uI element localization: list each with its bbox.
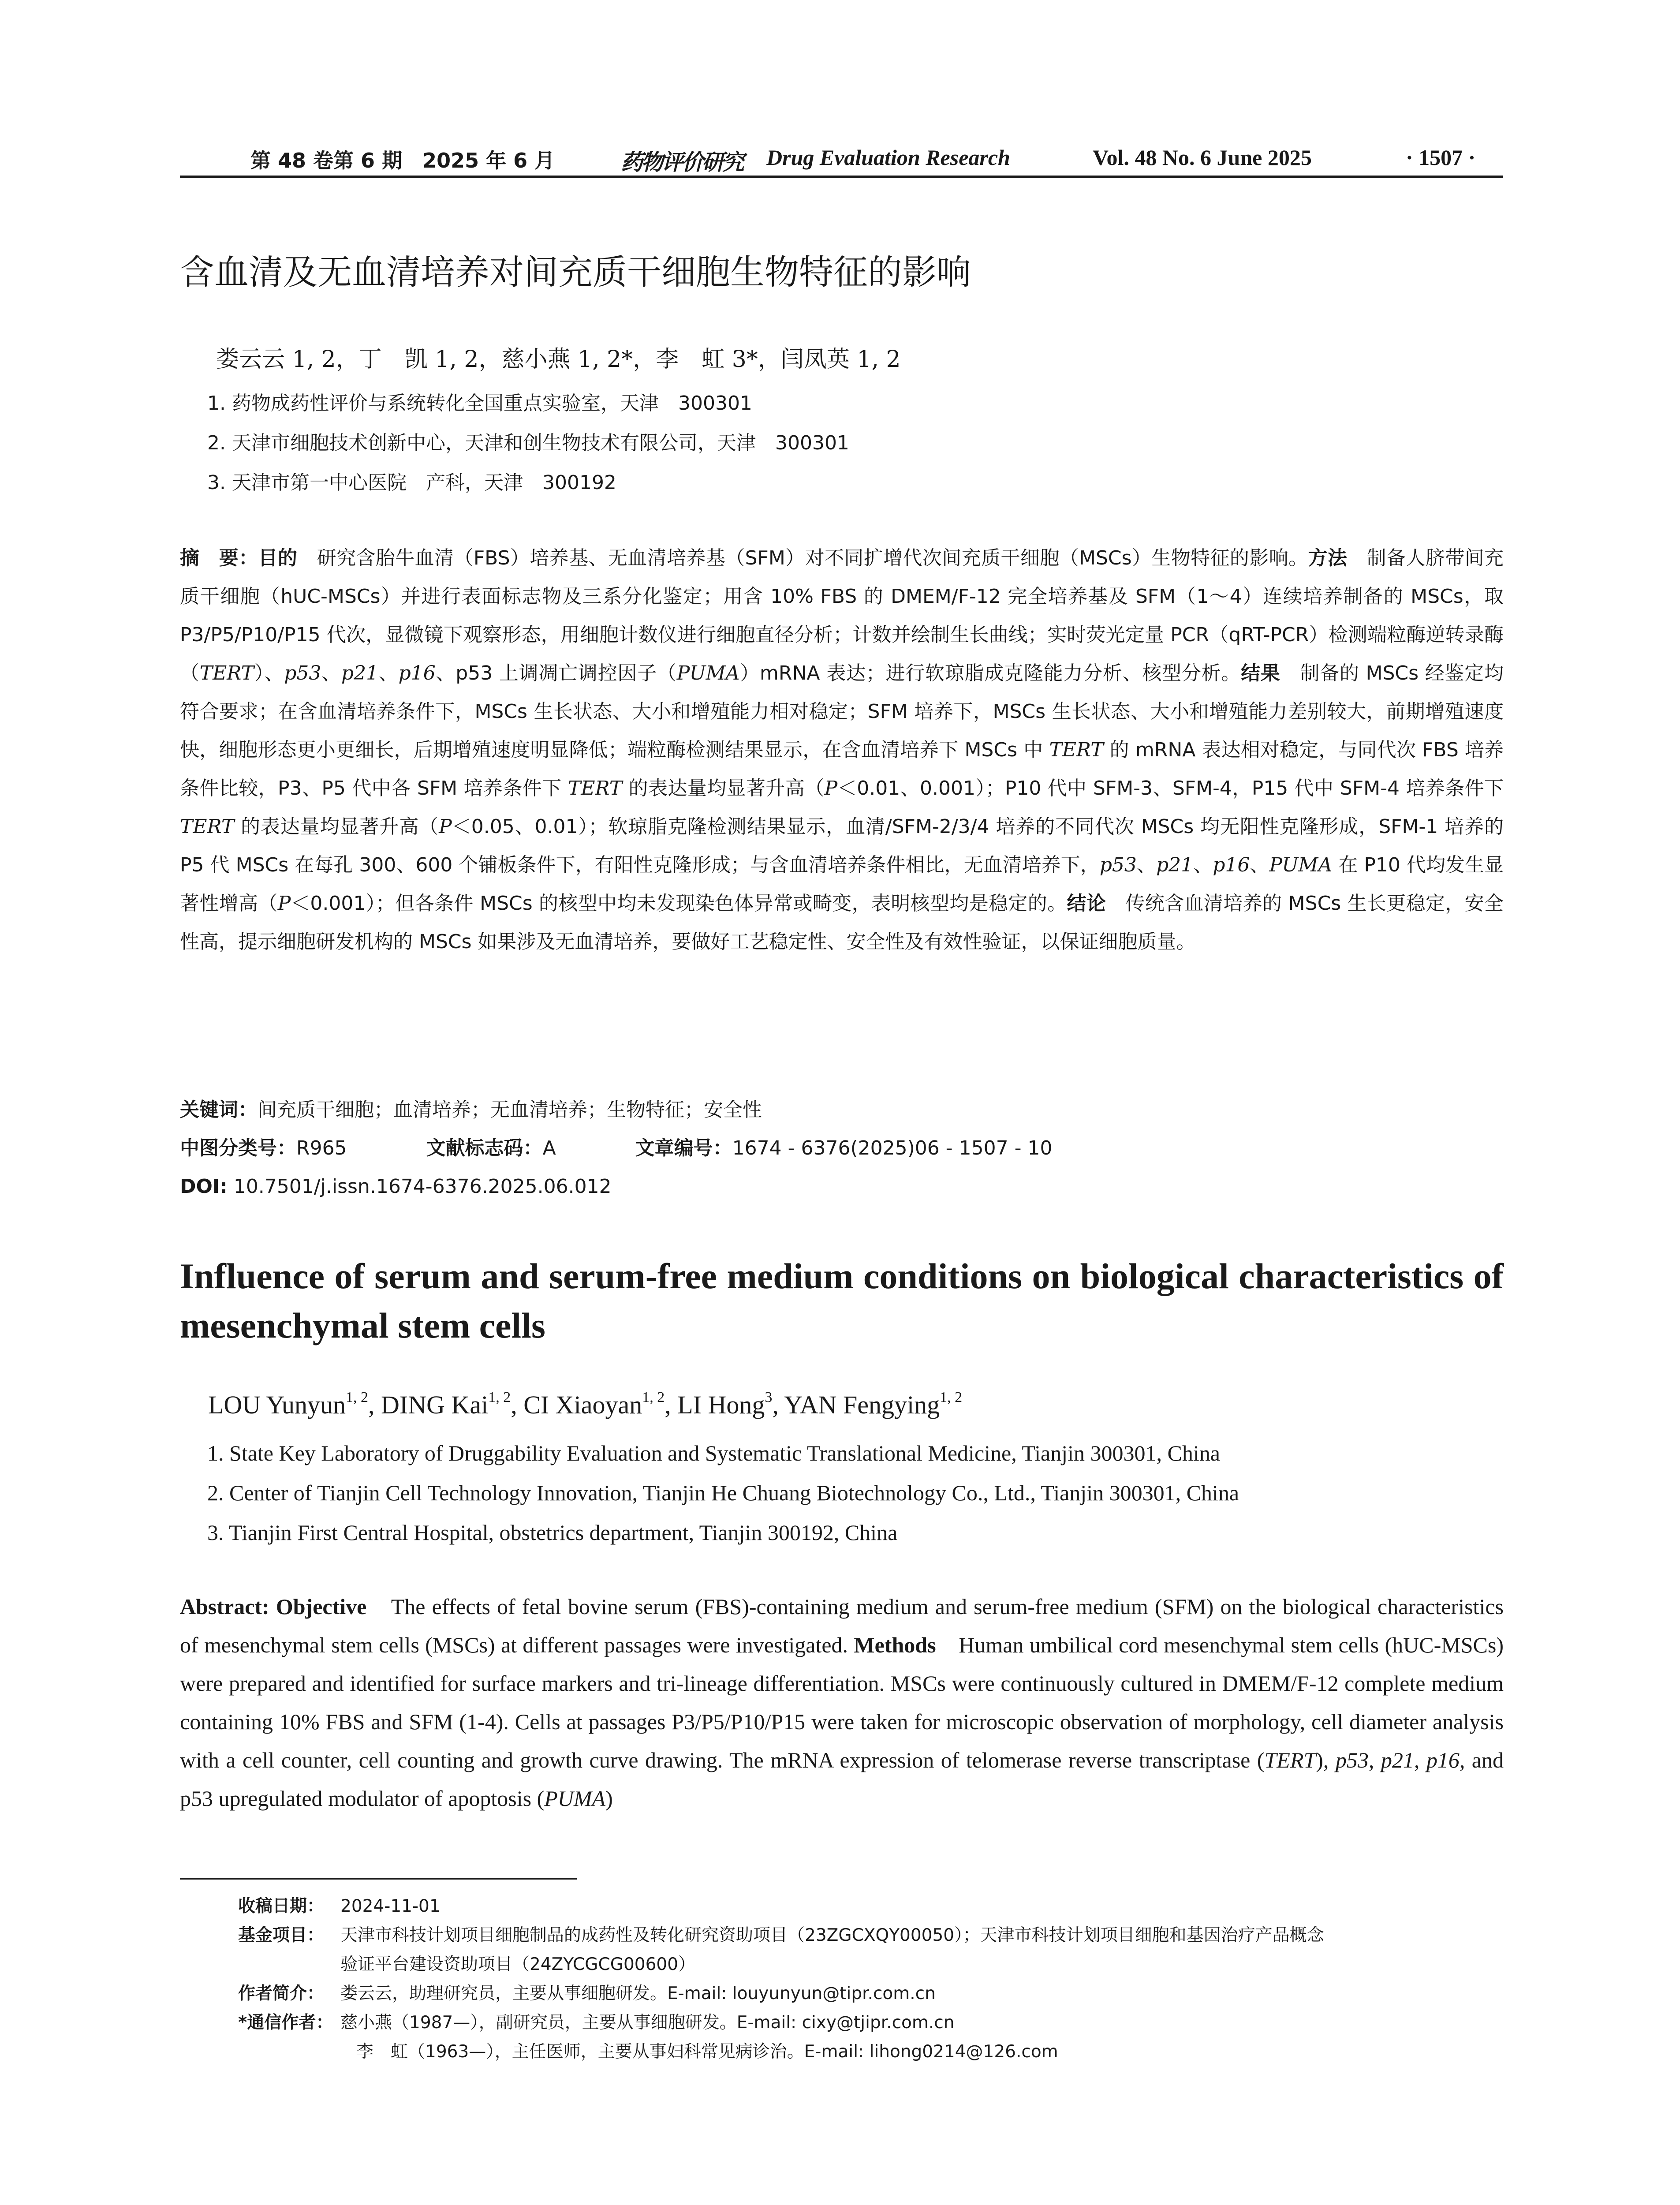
- doc-code-value: A: [542, 1137, 556, 1159]
- p-value-symbol: P: [824, 777, 838, 800]
- doi-line: [180, 1167, 1504, 1206]
- running-header: [180, 141, 1503, 176]
- title-en: Influence of serum and serum-free medium conditions on biological characteristics of mesenchymal stem cells: [180, 1256, 1504, 1345]
- keywords-label: 关键词：: [180, 1099, 258, 1121]
- methods-text-cn: 制备人脐带间充质干细胞（hUC-MSCs）并进行表面标志物及三系分化鉴定；用含 10% FBS 的 DMEM/F-12 完全培养基及 SFM（1～4）连续培养制备的 MSCs，取 P3/P5/P10/P15 代次，显微镜下观察形态，用细胞计数仪进行细胞直径分析；计数并绘制生长曲线；实时荧光定量 PCR（qRT-PCR）检测端粒酶逆转录酶（: [180, 547, 1504, 684]
- methods-text-cn-2: ）、: [254, 662, 284, 684]
- corr-text-2: 李 虹（1963—），主任医师，主要从事妇科常见病诊治。E-mail: lihong0214@126.com: [356, 2042, 1058, 2062]
- footnote-fund: [238, 1921, 1504, 1979]
- p-value-symbol: P: [439, 815, 452, 838]
- separator: 、: [1193, 854, 1213, 876]
- abstract-cn: [180, 539, 1504, 961]
- results-text-cn-8: ＜0.001）；但各条件 MSCs 的核型中均未发现染色体异常或畸变，表明核型均是稳定的。: [291, 892, 1067, 915]
- abstract-cn-label: 摘 要：: [180, 547, 258, 569]
- authors-cn: 娄云云 1, 2，丁 凯 1, 2，慈小燕 1, 2*，李 虹 3*，闫凤英 1, 2: [216, 346, 901, 373]
- author-en: LI Hong: [677, 1390, 765, 1419]
- doi-link[interactable]: 10.7501/j.issn.1674-6376.2025.06.012: [227, 1175, 612, 1198]
- affiliation-cn-1: 1. 药物成药性评价与系统转化全国重点实验室，天津 300301: [207, 392, 752, 415]
- author-en: DING Kai: [381, 1390, 489, 1419]
- header-rule: [180, 176, 1503, 178]
- author-affil-sup: 3: [765, 1389, 773, 1405]
- footnote-received: [238, 1892, 1504, 1921]
- gene-p21: p21: [341, 662, 379, 684]
- gene-tert: TERT: [199, 662, 254, 684]
- gene-tert: TERT: [180, 815, 235, 838]
- separator: ,: [1368, 1748, 1381, 1772]
- footnotes: [238, 1892, 1504, 2067]
- bio-text: 娄云云，助理研究员，主要从事细胞研发。E-mail: louyunyun@tipr.com.cn: [340, 1984, 936, 2003]
- conclusion-label-cn: 结论: [1067, 892, 1106, 915]
- classification-line: [180, 1129, 1504, 1167]
- gene-p21: p21: [1156, 854, 1194, 876]
- corr-label: *通信作者：: [238, 2013, 333, 2033]
- conclusion-text-cn: 传统含血清培养的 MSCs 生长更稳定，安全性高，提示细胞研发机构的 MSCs 如果涉及无血清培养，要做好工艺稳定性、安全性及有效性验证，以保证细胞质量。: [180, 892, 1504, 953]
- gene-p53: p53: [1335, 1748, 1369, 1772]
- gene-p16: p16: [398, 662, 436, 684]
- corr-text-1: 慈小燕（1987—），副研究员，主要从事细胞研发。E-mail: cixy@tjipr.com.cn: [340, 2013, 955, 2033]
- author-sep: ,: [511, 1390, 524, 1419]
- clc-value: R965: [296, 1137, 347, 1159]
- received-label: 收稿日期：: [238, 1896, 325, 1916]
- fund-text-2: 验证平台建设资助项目（24ZYCGCG00600）: [340, 1955, 696, 1974]
- journal-logo-cn: 药物评价研究: [621, 149, 743, 175]
- author-en: LOU Yunyun: [208, 1390, 346, 1419]
- authors-en: [208, 1389, 962, 1420]
- gene-p16: p16: [1213, 854, 1250, 876]
- author-sep: ,: [368, 1390, 381, 1419]
- keywords-line: [180, 1091, 1504, 1129]
- methods-text-cn-3: 、p53 上调凋亡调控因子（: [435, 662, 677, 684]
- received-date: 2024-11-01: [340, 1896, 441, 1916]
- title-cn: 含血清及无血清培养对间充质干细胞生物特征的影响: [180, 253, 971, 292]
- results-text-cn-5: 的表达量均显著升高（: [234, 815, 439, 838]
- author-affil-sup: 1, 2: [346, 1389, 369, 1405]
- doc-code-label: 文献标志码：: [426, 1137, 543, 1159]
- results-text-cn-4: ＜0.01、0.001）；P10 代中 SFM-3、SFM-4，P15 代中 SFM-4 培养条件下: [837, 777, 1504, 800]
- fund-text-1: 天津市科技计划项目细胞制品的成药性及转化研究资助项目（23ZGCXQY00050）；天津市科技计划项目细胞和基因治疗产品概念: [340, 1925, 1324, 1945]
- results-text-cn-3: 的表达量均显著升高（: [622, 777, 825, 800]
- affiliation-en-2: 2. Center of Tianjin Cell Technology Innovation, Tianjin He Chuang Biotechnology Co., Ltd., Tianjin 300301, China: [207, 1480, 1239, 1505]
- gene-puma: PUMA: [544, 1786, 606, 1811]
- results-text-cn-6: ＜0.05、0.01）；软琼脂克隆检测结果显示，血清/SFM-2/3/4 培养的不同代次 MSCs 均无阳性克隆形成，SFM-1 培养的 P5 代 MSCs 在每孔 300、600 个铺板条件下，有阳性克隆形成；与含血清培养条件相比，无血清培养下，: [180, 815, 1504, 876]
- doi-label: DOI:: [180, 1175, 228, 1198]
- author-en: YAN Fengying: [784, 1390, 940, 1419]
- footnote-corresponding: [238, 2008, 1504, 2067]
- clc-label: 中图分类号：: [180, 1137, 296, 1159]
- affiliation-cn-3: 3. 天津市第一中心医院 产科，天津 300192: [207, 471, 616, 494]
- article-meta: [180, 1091, 1504, 1206]
- affiliations-cn: [207, 384, 849, 503]
- author-affil-sup: 1, 2: [940, 1389, 963, 1405]
- author-affil-sup: 1, 2: [488, 1389, 511, 1405]
- results-text-cn-2: 的 mRNA 表达相对稳定，与同代次 FBS 培养条件比较，P3、P5 代中各 SFM 培养条件下: [180, 739, 1504, 800]
- author-sep: ,: [772, 1390, 784, 1419]
- separator: 、: [1136, 854, 1156, 876]
- gene-p16: p16: [1426, 1748, 1460, 1772]
- article-number-label: 文章编号：: [635, 1137, 732, 1159]
- gene-puma: PUMA: [676, 662, 740, 684]
- affiliation-en-3: 3. Tianjin First Central Hospital, obstetrics department, Tianjin 300192, China: [207, 1520, 898, 1545]
- separator: 、: [378, 662, 399, 684]
- header-issue: 第 48 卷第 6 期 2025 年 6 月: [250, 149, 555, 172]
- bio-label: 作者简介：: [238, 1984, 325, 2003]
- results-text-cn: 制备的 MSCs 经鉴定均符合要求；在含血清培养条件下，MSCs 生长状态、大小和增殖能力相对稳定；SFM 培养下，MSCs 生长状态、大小和增殖能力差别较大，前期增殖速度快，细胞形态更小更细长，后期增殖速度明显降低；端粒酶检测结果显示，在含血清培养下 MSCs 中: [180, 662, 1504, 761]
- gene-tert: TERT: [1264, 1748, 1316, 1772]
- p-value-symbol: P: [277, 892, 291, 915]
- gene-tert: TERT: [1049, 739, 1104, 761]
- separator: 、: [1250, 854, 1269, 876]
- methods-text-cn-4: ）mRNA 表达；进行软琼脂成克隆能力分析、核型分析。: [739, 662, 1241, 684]
- keywords-text: 间充质干细胞；血清培养；无血清培养；生物特征；安全性: [258, 1099, 762, 1121]
- header-volume: Vol. 48 No. 6 June 2025: [1093, 145, 1312, 170]
- separator: ),: [1316, 1748, 1336, 1772]
- affiliation-cn-2: 2. 天津市细胞技术创新中心，天津和创生物技术有限公司，天津 300301: [207, 432, 849, 454]
- results-text-cn-7: 在 P10 代均发生显著性增高（: [180, 854, 1504, 915]
- fund-label: 基金项目：: [238, 1925, 325, 1945]
- methods-label-en: Methods: [854, 1633, 936, 1657]
- gene-p21: p21: [1381, 1748, 1414, 1772]
- author-sep: ,: [665, 1390, 678, 1419]
- methods-text-en-2: , and p53 upregulated modulator of apoptosis (: [180, 1748, 1504, 1811]
- gene-p53: p53: [1099, 854, 1137, 876]
- objective-label-cn: 目的: [258, 547, 298, 569]
- gene-puma: PUMA: [1269, 854, 1333, 876]
- author-en: CI Xiaoyan: [523, 1390, 642, 1419]
- methods-text-en: Human umbilical cord mesenchymal stem cells (hUC-MSCs) were prepared and identified for surface markers and tri-lineage differentiation. MSCs were continuously cultured in DMEM/F-12 complete medium containing 10% FBS and SFM (1-4). Cells at passages P3/P5/P10/P15 were taken for microscopic observation of morphology, cell diameter analysis with a cell counter, cell counting and growth curve drawing. The mRNA expression of telomerase reverse transcriptase (: [180, 1633, 1504, 1772]
- header-journal-name: Drug Evaluation Research: [766, 145, 1010, 170]
- separator: ,: [1414, 1748, 1426, 1772]
- article-number-value: 1674 - 6376(2025)06 - 1507 - 10: [732, 1137, 1053, 1159]
- objective-text-en: The effects of fetal bovine serum (FBS)-containing medium and serum-free medium (SFM) on the biological characteristics of mesenchymal stem cells (MSCs) at different passages were investigated.: [180, 1594, 1504, 1657]
- separator: ): [605, 1786, 613, 1811]
- affiliations-en: [207, 1433, 1239, 1552]
- gene-p53: p53: [284, 662, 321, 684]
- footnote-rule: [180, 1878, 577, 1880]
- affiliation-en-1: 1. State Key Laboratory of Druggability Evaluation and Systematic Translational Medicine, Tianjin 300301, China: [207, 1441, 1220, 1465]
- abstract-en-label: Abstract: Objective: [180, 1594, 367, 1619]
- gene-tert: TERT: [567, 777, 623, 800]
- separator: 、: [321, 662, 341, 684]
- objective-text-cn: 研究含胎牛血清（FBS）培养基、无血清培养基（SFM）对不同扩增代次间充质干细胞（MSCs）生物特征的影响。: [297, 547, 1308, 569]
- results-label-cn: 结果: [1241, 662, 1281, 684]
- methods-label-cn: 方法: [1308, 547, 1348, 569]
- footnote-author-bio: [238, 1979, 1504, 2008]
- header-page-number: · 1507 ·: [1406, 145, 1476, 170]
- author-affil-sup: 1, 2: [642, 1389, 665, 1405]
- abstract-en: [180, 1588, 1504, 1818]
